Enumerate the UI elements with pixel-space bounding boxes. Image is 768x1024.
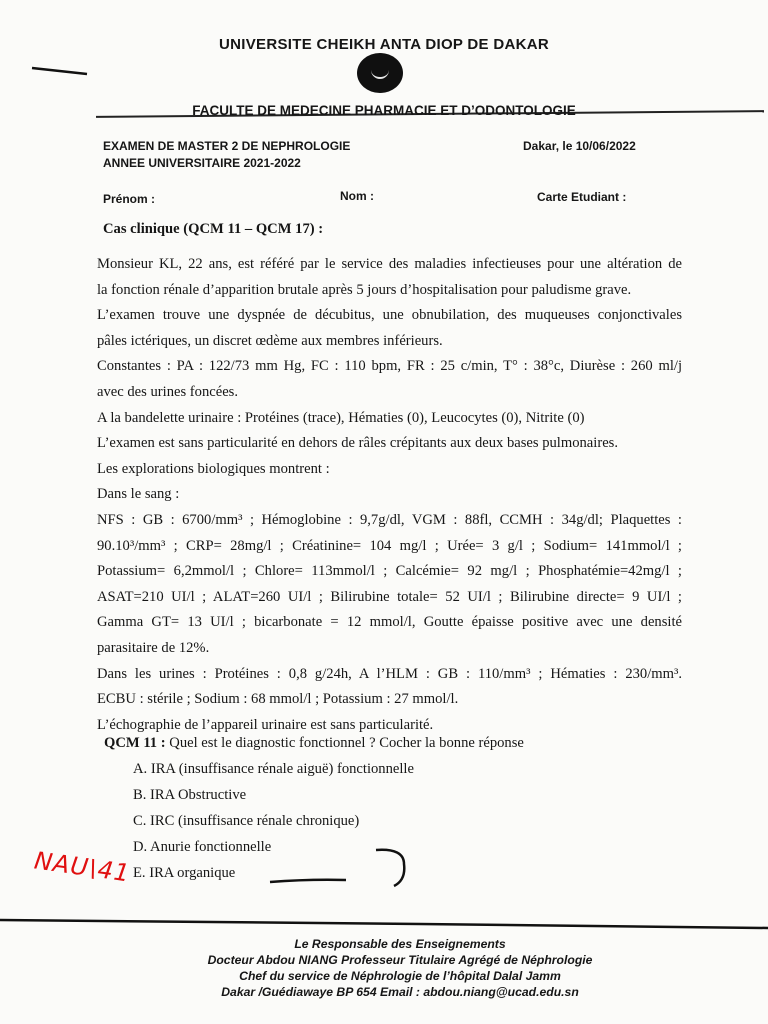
handwritten-note: NAU\41	[32, 846, 133, 888]
pen-stroke-left	[30, 62, 90, 78]
exam-title: EXAMEN DE MASTER 2 DE NEPHROLOGIE	[103, 139, 351, 153]
qcm-question	[104, 731, 524, 755]
university-logo	[357, 53, 403, 93]
case-line: L’échographie de l’appareil urinaire est sans particularité.	[97, 716, 434, 733]
footer-line: Dakar /Guédiawaye BP 654 Email : abdou.niang@ucad.edu.sn	[221, 985, 579, 999]
footer-line: Le Responsable des Enseignements	[294, 937, 506, 951]
case-line: pâles ictériques, un discret œdème aux membres inférieurs.	[97, 332, 443, 349]
qcm-label: QCM 11 :	[104, 735, 166, 751]
case-line: ASAT=210 UI/l ; ALAT=260 UI/l ; Bilirubine totale= 52 UI/l ; Bilirubine directe= 9 UI/l ;	[97, 588, 682, 605]
qcm-option-e[interactable]: E. IRA organique	[133, 865, 236, 881]
qcm-option-b[interactable]: B. IRA Obstructive	[133, 787, 247, 803]
case-line: NFS : GB : 6700/mm³ ; Hémoglobine : 9,7g/dl, VGM : 88fl, CCMH : 34g/dl; Plaquettes :	[97, 511, 682, 528]
separator-line	[0, 912, 768, 932]
faculty-title: FACULTE DE MEDECINE PHARMACIE ET D’ODONTOLOGIE	[192, 103, 576, 118]
footer-line: Chef du service de Néphrologie de l’hôpital Dalal Jamm	[239, 969, 561, 983]
case-line: Monsieur KL, 22 ans, est référé par le service des maladies infectieuses pour une altération de	[97, 256, 682, 272]
qcm-question-text: Quel est le diagnostic fonctionnel ? Cocher la bonne réponse	[169, 735, 524, 751]
prenom-label: Prénom :	[103, 192, 156, 206]
case-line: avec des urines foncées.	[97, 383, 239, 400]
case-line: L’examen trouve une dyspnée de décubitus, une obnubilation, des muqueuses conjonctivales	[97, 307, 682, 324]
academic-year: ANNEE UNIVERSITAIRE 2021-2022	[103, 156, 301, 170]
nom-label: Nom :	[340, 189, 374, 203]
case-body	[97, 252, 682, 738]
qcm-option-d[interactable]: D. Anurie fonctionnelle	[133, 839, 272, 855]
exam-date: Dakar, le 10/06/2022	[523, 139, 636, 153]
footer-line: Docteur Abdou NIANG Professeur Titulaire Agrégé de Néphrologie	[207, 953, 593, 967]
case-line: parasitaire de 12%.	[97, 639, 210, 656]
pen-bracket-mark	[264, 842, 414, 892]
case-line: L’examen est sans particularité en dehors de râles crépitants aux deux bases pulmonaires.	[97, 435, 619, 452]
case-line: ECBU : stérile ; Sodium : 68 mmol/l ; Potassium : 27 mmol/l.	[97, 691, 459, 708]
case-line: Dans les urines : Protéines : 0,8 g/24h, A l’HLM : GB : 110/mm³ ; Hématies : 230/mm³.	[97, 665, 682, 682]
qcm-option-c[interactable]: C. IRC (insuffisance rénale chronique)	[133, 813, 360, 829]
case-line: Gamma GT= 13 UI/l ; bicarbonate = 12 mmol/l, Goutte épaisse positive avec une densité	[97, 614, 682, 631]
university-title: UNIVERSITE CHEIKH ANTA DIOP DE DAKAR	[219, 36, 549, 53]
case-heading: Cas clinique (QCM 11 – QCM 17) :	[103, 221, 324, 237]
case-line: Constantes : PA : 122/73 mm Hg, FC : 110 bpm, FR : 25 c/min, T° : 38°c, Diurèse : 260 ml/j	[97, 358, 682, 375]
case-line: 90.10³/mm³ ; CRP= 28mg/l ; Créatinine= 104 mg/l ; Urée= 3 g/l ; Sodium= 141mmol/l ;	[97, 537, 682, 554]
signature-block	[150, 936, 650, 1000]
case-line: Potassium= 6,2mmol/l ; Chlore= 113mmol/l ; Calcémie= 92 mg/l ; Phosphatémie=42mg/l ;	[97, 563, 682, 580]
case-line: A la bandelette urinaire : Protéines (trace), Hématies (0), Leucocytes (0), Nitrite (0)	[97, 409, 585, 426]
case-line: Dans le sang :	[97, 486, 180, 503]
carte-etudiant-label: Carte Etudiant :	[537, 190, 627, 204]
case-line: la fonction rénale d’apparition brutale après 5 jours d’hospitalisation pour paludisme grave.	[97, 281, 632, 298]
case-line: Les explorations biologiques montrent :	[97, 460, 330, 477]
qcm-option-a[interactable]: A. IRA (insuffisance rénale aiguë) fonctionnelle	[133, 761, 414, 777]
